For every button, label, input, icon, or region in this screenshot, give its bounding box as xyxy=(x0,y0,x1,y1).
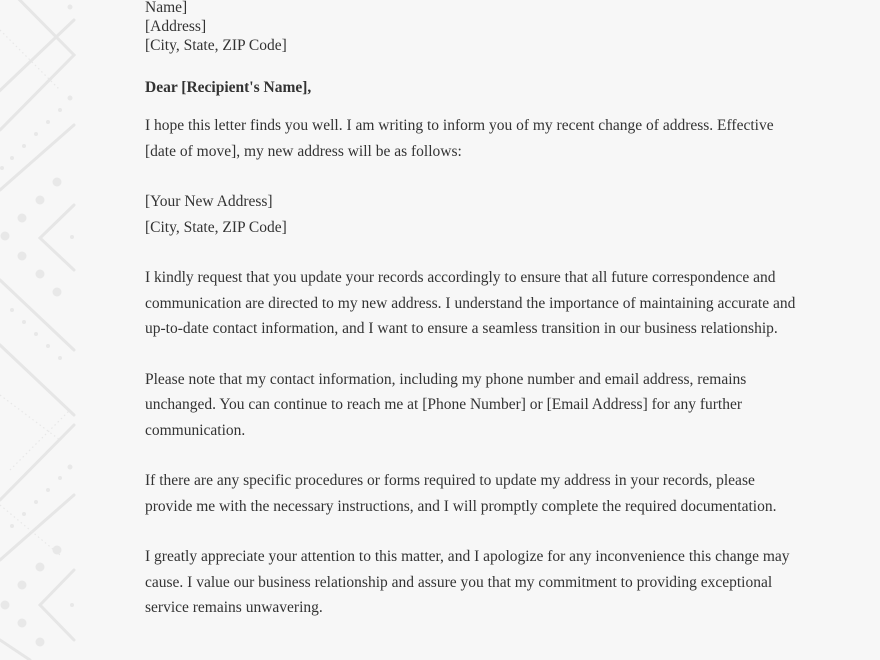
decorative-geometric-pattern-icon xyxy=(0,0,76,660)
salutation: Dear [Recipient's Name], xyxy=(145,79,312,96)
letter-body xyxy=(145,0,805,621)
new-address-block xyxy=(145,189,805,240)
address-line: [Address] xyxy=(145,18,207,35)
body-paragraph: I greatly appreciate your attention to this matter, and I apologize for any inconvenience this change may cause. I value our business relationship and assure you that my commitment to providing exceptional service remains unwavering. xyxy=(145,548,790,616)
new-address-line: [Your New Address] xyxy=(145,193,273,210)
body-paragraph: I kindly request that you update your records accordingly to ensure that all future correspondence and communication are directed to my new address. I understand the importance of maintaining accurate and up-to-date contact information, and I want to ensure a seamless transition in our business relationship. xyxy=(145,269,796,337)
body-paragraph: If there are any specific procedures or forms required to update my address in your records, please provide me with the necessary instructions, and I will promptly complete the required documentation. xyxy=(145,472,777,515)
address-line: [City, State, ZIP Code] xyxy=(145,37,287,54)
sender-address-block xyxy=(145,0,805,55)
new-address-line: [City, State, ZIP Code] xyxy=(145,218,287,236)
intro-paragraph: I hope this letter finds you well. I am writing to inform you of my recent change of address. Effective [date of move], my new address will be as follows: xyxy=(145,117,774,160)
address-line: Name] xyxy=(145,0,188,16)
body-paragraph: Please note that my contact information, including my phone number and email address, remains unchanged. You can continue to reach me at [Phone Number] or [Email Address] for any further communication. xyxy=(145,370,747,439)
